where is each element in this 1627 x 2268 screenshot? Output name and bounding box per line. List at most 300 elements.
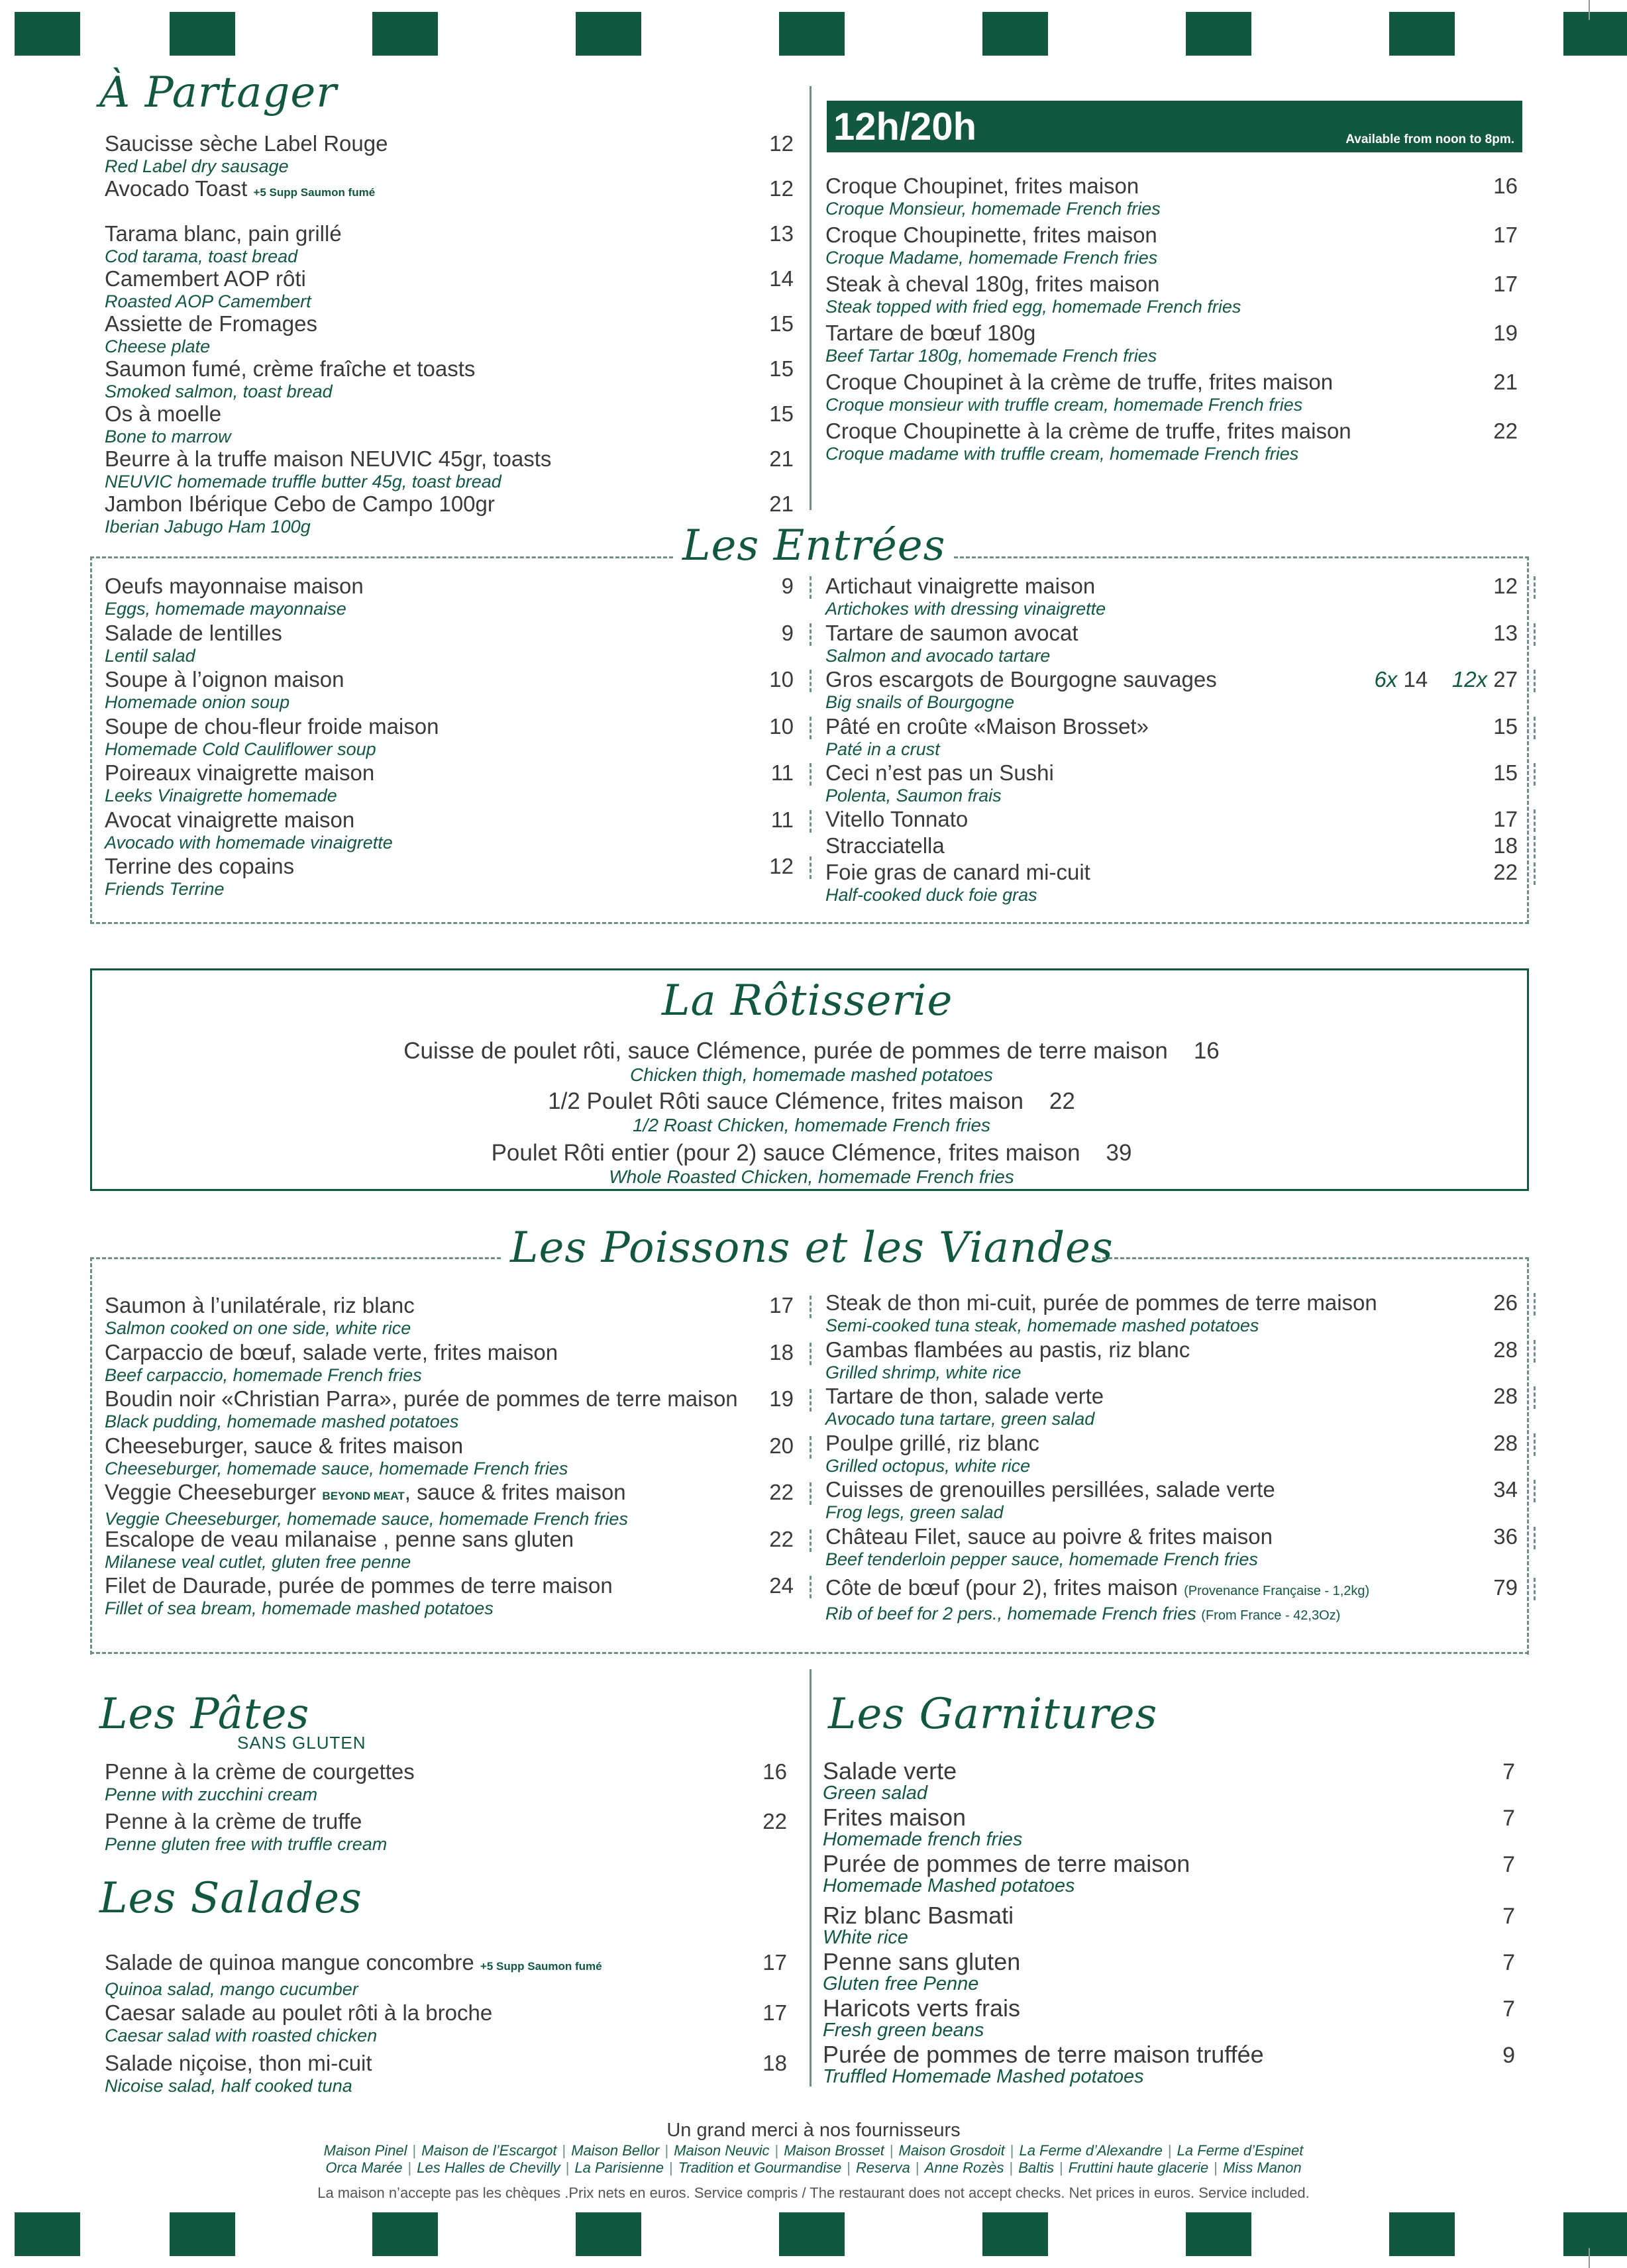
separator: |: [565, 2159, 570, 2176]
menu-item: [823, 1806, 1515, 1849]
dish-name: [105, 1293, 794, 1318]
dish-translation-text: Smoked salmon, toast bread: [105, 382, 333, 401]
divider-tick: [810, 763, 814, 786]
dish-translation: [105, 786, 794, 805]
menu-item: [825, 1431, 1518, 1476]
dish-name-text: Artichaut vinaigrette maison: [825, 574, 1096, 598]
dish-price: 21: [1493, 370, 1518, 394]
dish-price: 22: [1493, 419, 1518, 443]
dish-translation-text: Friends Terrine: [105, 879, 225, 899]
supplier-name: Fruttini haute glacerie: [1068, 2159, 1209, 2176]
border-square: [1186, 2212, 1251, 2256]
dish-name-text: Poulet Rôti entier (pour 2) sauce Clémence, frites maison: [491, 1140, 1080, 1166]
section-title-garnitures: Les Garnitures: [828, 1690, 1158, 1739]
border-right: [1527, 556, 1529, 924]
dish-name: Haricots verts frais: [823, 1994, 1021, 2022]
dish-name: [825, 1477, 1518, 1502]
dish-name: [105, 714, 794, 739]
separator: |: [407, 2159, 412, 2176]
dish-name-text: Salade de quinoa mangue concombre: [105, 1950, 474, 1975]
supplier-name: Maison Grosdoit: [898, 2142, 1005, 2159]
dish-translation-text: Paté in a crust: [825, 739, 940, 759]
supplier-name: Reserva: [856, 2159, 910, 2176]
dish-price: 16: [1193, 1038, 1220, 1064]
dish-price: 15: [1493, 760, 1518, 785]
dish-translation-text: Beef tenderloin pepper sauce, homemade French fries: [825, 1549, 1258, 1569]
dish-name: Purée de pommes de terre maison: [823, 1850, 1190, 1877]
supplier-name: Orca Marée: [325, 2159, 403, 2176]
dish-price: 17: [769, 1293, 794, 1317]
dish-translation: [825, 739, 1518, 759]
section-title-partager: À Partager: [99, 68, 337, 117]
dish-name-text: Steak à cheval 180g, frites maison: [825, 272, 1160, 296]
dish-price: 16: [762, 1759, 787, 1784]
dish-translation-text: Grilled octopus, white rice: [825, 1455, 1031, 1476]
menu-item: [105, 266, 794, 311]
dish-name-text: Stracciatella: [825, 833, 945, 858]
dish-price: 9: [781, 574, 794, 598]
supplier-name: Tradition et Gourmandise: [678, 2159, 842, 2176]
dish-name: [92, 1088, 1531, 1115]
dish-translation-text: Salmon cooked on one side, white rice: [105, 1318, 411, 1338]
menu-item: [105, 1433, 794, 1478]
border-square: [1186, 12, 1251, 56]
dish-translation: [825, 599, 1518, 619]
dish-name: [105, 266, 794, 291]
dish-translation: White rice: [823, 1927, 908, 1948]
dish-translation: [105, 739, 794, 759]
dish-translation-text: Steak topped with fried egg, homemade French fries: [825, 297, 1241, 317]
divider-tick: [810, 670, 814, 692]
hours-note: Available from noon to 8pm.: [1345, 132, 1514, 146]
divider-line: [90, 922, 1529, 924]
menu-item: [105, 667, 794, 712]
divider-tick: [810, 1343, 814, 1365]
dish-translation-text: Croque Monsieur, homemade French fries: [825, 199, 1161, 219]
menu-item: [105, 1480, 794, 1529]
crop-mark: [1589, 2248, 1590, 2268]
portion-label: 6x: [1374, 667, 1398, 692]
menu-item: [105, 621, 794, 666]
dish-translation: Homemade french fries: [823, 1829, 1023, 1850]
divider-tick: [1534, 1433, 1538, 1456]
dish-translation-text: Artichokes with dressing vinaigrette: [825, 599, 1106, 619]
dish-price: 7: [1502, 1759, 1515, 1784]
dish-name-text: Croque Choupinet à la crème de truffe, frites maison: [825, 370, 1334, 394]
menu-item: [823, 1904, 1515, 1947]
dish-name: [105, 1340, 794, 1365]
separator: |: [774, 2142, 779, 2159]
dish-name-text: Tartare de saumon avocat: [825, 620, 1078, 645]
dish-price: 28: [1493, 1337, 1518, 1362]
divider-tick: [810, 576, 814, 599]
divider-tick: [810, 717, 814, 739]
dish-name-text: Croque Choupinette, frites maison: [825, 223, 1157, 247]
dish-name: Purée de pommes de terre maison truffée: [823, 2041, 1264, 2068]
divider-tick: [1534, 717, 1538, 739]
dish-name: [105, 621, 794, 646]
dish-translation-text: Croque Madame, homemade French fries: [825, 248, 1158, 268]
dish-price: 14: [769, 266, 794, 291]
menu-item: [105, 2051, 787, 2096]
dish-name-text: Camembert AOP rôti: [105, 266, 306, 291]
dish-name: [825, 1431, 1518, 1456]
divider-tick: [810, 1529, 814, 1552]
border-square: [372, 12, 438, 56]
dish-translation-text: Croque monsieur with truffle cream, homemade French fries: [825, 395, 1303, 415]
menu-item: [825, 321, 1518, 366]
menu-item: [105, 2000, 787, 2045]
menu-item: [105, 1527, 794, 1572]
dish-name: [825, 1290, 1518, 1315]
menu-item: [105, 1809, 787, 1854]
dish-name: [825, 1575, 1518, 1604]
dish-price: 17: [1493, 223, 1518, 247]
menu-item: [105, 1573, 794, 1618]
section-title-pates: Les Pâtes: [99, 1690, 310, 1739]
rotisserie-box: [90, 968, 1529, 1191]
divider-tick: [810, 623, 814, 646]
dish-translation: [825, 1604, 1518, 1625]
dish-translation-text: Iberian Jabugo Ham 100g: [105, 517, 311, 537]
divider-tick: [810, 1296, 814, 1318]
dish-translation-text: Semi-cooked tuna steak, homemade mashed potatoes: [825, 1315, 1259, 1335]
divider-line: [90, 556, 673, 558]
divider-tick: [1534, 1480, 1538, 1502]
border-square: [1563, 2212, 1627, 2256]
dish-name-text: Gambas flambées au pastis, riz blanc: [825, 1337, 1190, 1362]
dish-name: [105, 574, 794, 599]
divider-tick: [1534, 1340, 1538, 1363]
dish-translation: [825, 1409, 1518, 1429]
menu-item: [105, 1386, 794, 1431]
dish-price: 15: [769, 356, 794, 381]
dish-price: 12: [769, 854, 794, 878]
dish-price: 79: [1493, 1575, 1518, 1600]
dish-name-text: Saucisse sèche Label Rouge: [105, 131, 388, 156]
dish-name: [825, 1337, 1518, 1363]
dish-extra: (Provenance Française - 1,2kg): [1184, 1584, 1370, 1598]
dish-name-text: Terrine des copains: [105, 854, 295, 878]
menu-item: [105, 760, 794, 805]
dish-translation: [105, 2026, 787, 2045]
separator: |: [668, 2159, 673, 2176]
menu-item: [105, 176, 794, 205]
dish-name-text: Filet de Daurade, purée de pommes de terre maison: [105, 1573, 613, 1598]
dish-name: [105, 356, 794, 382]
menu-item: [105, 574, 794, 619]
dish-translation: [825, 1456, 1518, 1476]
divider-tick: [1534, 1386, 1538, 1409]
dish-name-text: Tartare de thon, salade verte: [825, 1384, 1104, 1408]
dish-translation: [825, 786, 1518, 805]
dish-name: [105, 311, 794, 336]
dish-name-text: Foie gras de canard mi-cuit: [825, 860, 1090, 884]
separator: |: [562, 2142, 566, 2159]
menu-item: [105, 1293, 794, 1338]
dish-price: 7: [1502, 1806, 1515, 1831]
dish-translation: [105, 382, 794, 401]
dish-translation: [105, 879, 794, 899]
dish-translation-text: Beef Tartar 180g, homemade French fries: [825, 346, 1157, 366]
dish-price: 22: [769, 1526, 794, 1551]
dish-name-text: Os à moelle: [105, 401, 222, 426]
dish-translation-text: Big snails of Bourgogne: [825, 692, 1015, 712]
dish-translation: [105, 291, 794, 311]
dish-price: 22: [762, 1809, 787, 1833]
separator: |: [1010, 2142, 1014, 2159]
dish-translation-text: Caesar salad with roasted chicken: [105, 2026, 378, 2045]
supplier-name: Anne Rozès: [924, 2159, 1004, 2176]
dish-translation-text: Beef carpaccio, homemade French fries: [105, 1365, 422, 1385]
dish-name: [105, 491, 794, 517]
hours-banner: [827, 101, 1522, 152]
dish-name-text: Veggie Cheeseburger: [105, 1480, 317, 1504]
supplier-name: Les Halles de Chevilly: [417, 2159, 560, 2176]
menu-item: [825, 667, 1518, 712]
dish-translation-text: Rib of beef for 2 pers., homemade French fries: [825, 1604, 1196, 1624]
dish-name: [105, 446, 794, 472]
rotisserie-item: [92, 1038, 1531, 1086]
border-right: [1527, 1257, 1529, 1655]
dish-name: [825, 272, 1518, 297]
suppliers-title: Un grand merci à nos fournisseurs: [666, 2120, 961, 2141]
dish-name: [105, 1527, 794, 1552]
dish-name-text: Avocado Toast: [105, 176, 248, 201]
menu-item: [825, 1575, 1518, 1625]
dish-price: 22: [1049, 1088, 1075, 1114]
dish-translation: Homemade Mashed potatoes: [823, 1875, 1075, 1896]
dish-price: 7: [1502, 1950, 1515, 1975]
dish-name: [825, 807, 1518, 832]
dish-translation-text: Avocado tuna tartare, green salad: [825, 1409, 1095, 1429]
dish-price: 9: [1502, 2043, 1515, 2068]
dish-price: 7: [1502, 1904, 1515, 1929]
dish-translation: [825, 248, 1518, 268]
divider-tick: [1534, 623, 1538, 646]
dish-translation: Fresh green beans: [823, 2020, 984, 2041]
dish-translation: [825, 1502, 1518, 1522]
menu-item: [105, 1950, 787, 1999]
menu-item: [105, 807, 794, 852]
dish-name: [825, 833, 1518, 858]
dish-name: [105, 760, 794, 786]
section-title-entrees: Les Entrées: [682, 521, 946, 570]
menu-item: [825, 574, 1518, 619]
menu-item: [823, 1996, 1515, 2040]
dish-name: Frites maison: [823, 1804, 967, 1831]
dish-name-text: 1/2 Poulet Rôti sauce Clémence, frites maison: [548, 1088, 1023, 1114]
border-square: [576, 12, 641, 56]
dish-name: [105, 1809, 787, 1834]
dish-price: 9: [781, 620, 794, 645]
rotisserie-item: [92, 1088, 1531, 1136]
dish-translation: [105, 2076, 787, 2096]
menu-item: [105, 1340, 794, 1385]
menu-item: [105, 854, 794, 899]
dish-translation: Truffled Homemade Mashed potatoes: [823, 2066, 1144, 2087]
dish-translation-text: Roasted AOP Camembert: [105, 291, 311, 311]
dish-name: [825, 370, 1518, 395]
menu-item: [825, 1477, 1518, 1522]
dish-translation: [105, 1598, 794, 1618]
dish-name: [105, 2000, 787, 2026]
menu-item: [105, 1759, 787, 1804]
dish-name: [105, 1433, 794, 1459]
dish-name-text: Penne à la crème de courgettes: [105, 1759, 415, 1784]
dish-price: 20: [769, 1433, 794, 1458]
dish-price: 17: [762, 1950, 787, 1975]
border-square: [15, 12, 80, 56]
dish-translation-text: Half-cooked duck foie gras: [825, 885, 1037, 905]
dish-price: 21: [769, 491, 794, 516]
dish-name-text: Saumon à l’unilatérale, riz blanc: [105, 1293, 415, 1317]
menu-item: [825, 370, 1518, 415]
separator: |: [664, 2142, 669, 2159]
dish-translation: [105, 833, 794, 852]
divider-tick: [1534, 670, 1538, 692]
separator: |: [1167, 2142, 1172, 2159]
dish-price: 14: [1403, 667, 1428, 692]
dish-price: 10: [769, 667, 794, 692]
dish-translation: [105, 1509, 794, 1529]
separator: |: [889, 2142, 894, 2159]
dish-price: 22: [1493, 860, 1518, 884]
dish-translation: Green salad: [823, 1782, 927, 1804]
dish-price: 19: [769, 1386, 794, 1411]
divider-line: [954, 556, 1529, 558]
dish-translation: [105, 1365, 794, 1385]
border-square: [170, 12, 235, 56]
dish-name: [105, 131, 794, 156]
divider-tick: [1534, 1293, 1538, 1315]
menu-item: [825, 833, 1518, 858]
dish-price: 22: [769, 1480, 794, 1504]
dish-name: [825, 860, 1518, 885]
dish-translation-text: Cod tarama, toast bread: [105, 246, 298, 266]
menu-item: [105, 714, 794, 759]
dish-translation: [105, 599, 794, 619]
border-square: [982, 12, 1048, 56]
dish-name-text: Cheeseburger, sauce & frites maison: [105, 1433, 464, 1458]
menu-item: [823, 1950, 1515, 1994]
separator: |: [1214, 2159, 1218, 2176]
dish-price: 28: [1493, 1430, 1518, 1455]
dish-name: [825, 714, 1518, 739]
dish-translation-text: Polenta, Saumon frais: [825, 786, 1002, 805]
dish-translation: [105, 472, 794, 491]
dish-translation-text: Eggs, homemade mayonnaise: [105, 599, 346, 619]
dish-translation-text: NEUVIC homemade truffle butter 45g, toast bread: [105, 472, 501, 491]
dish-name-text: Ceci n’est pas un Sushi: [825, 760, 1054, 785]
dish-name: Salade verte: [823, 1757, 957, 1784]
dish-name: [105, 1386, 794, 1412]
dish-name: Penne sans gluten: [823, 1948, 1021, 1975]
dish-name: [105, 2051, 787, 2076]
divider-line: [90, 1257, 501, 1259]
border-square: [779, 2212, 845, 2256]
dish-price: 17: [1493, 807, 1518, 831]
dish-translation: Whole Roasted Chicken, homemade French fries: [609, 1166, 1014, 1187]
menu-item: [105, 131, 794, 176]
divider-tick: [810, 1482, 814, 1505]
dish-price: 12: [769, 176, 794, 201]
menu-item: [825, 1384, 1518, 1429]
dish-translation: [105, 692, 794, 712]
dish-name: [105, 807, 794, 833]
divider-line: [1096, 1257, 1529, 1259]
dish-price: 16: [1493, 174, 1518, 198]
dish-name-text: Tartare de bœuf 180g: [825, 321, 1036, 345]
dish-price: 18: [769, 1339, 794, 1365]
dish-name-text: Carpaccio de bœuf, salade verte, frites maison: [105, 1339, 558, 1365]
divider-tick: [810, 856, 814, 879]
dish-name-text: Croque Choupinet, frites maison: [825, 174, 1139, 198]
divider-tick: [1534, 836, 1538, 858]
dish-translation-text: Penne with zucchini cream: [105, 1784, 318, 1804]
dish-translation-text: Fillet of sea bream, homemade mashed potatoes: [105, 1598, 494, 1618]
dish-translation: [825, 199, 1518, 219]
supplier-name: Maison Neuvic: [674, 2142, 770, 2159]
dish-translation-text: Red Label dry sausage: [105, 156, 289, 176]
dish-translation-text: Nicoise salad, half cooked tuna: [105, 2076, 352, 2096]
column-divider: [810, 1669, 812, 2087]
divider-tick: [1534, 576, 1538, 599]
separator: |: [847, 2159, 851, 2176]
dish-price: 13: [1493, 620, 1518, 645]
divider-tick: [810, 810, 814, 833]
divider-tick: [1534, 1578, 1538, 1600]
separator: |: [1059, 2159, 1063, 2176]
dish-name-text: Château Filet, sauce au poivre & frites maison: [825, 1523, 1273, 1549]
menu-item: [825, 621, 1518, 666]
dish-translation-text: Croque madame with truffle cream, homemade French fries: [825, 444, 1299, 464]
supplier-name: Maison Bellor: [571, 2142, 660, 2159]
dish-translation-text: Bone to marrow: [105, 427, 231, 446]
dish-price: 12: [1493, 574, 1518, 598]
supplier-name: Maison Brosset: [784, 2142, 884, 2159]
dish-translation-text: Leeks Vinaigrette homemade: [105, 786, 337, 805]
dish-name-text: Poulpe grillé, riz blanc: [825, 1430, 1039, 1455]
dish-name-text: Soupe à l’oignon maison: [105, 667, 344, 692]
dish-name-text: Jambon Ibérique Cebo de Campo 100gr: [105, 491, 495, 516]
divider-tick: [1534, 1527, 1538, 1549]
dish-price: 26: [1493, 1290, 1518, 1315]
dish-extra: +5 Supp Saumon fumé: [253, 186, 376, 199]
divider-tick: [810, 1389, 814, 1412]
dish-translation-text: Milanese veal cutlet, gluten free penne: [105, 1551, 411, 1572]
dish-name-suffix: , sauce & frites maison: [404, 1480, 626, 1504]
dish-translation: [105, 336, 794, 356]
menu-item: [823, 1852, 1515, 1896]
dish-name-text: Vitello Tonnato: [825, 807, 969, 831]
section-title-salades: Les Salades: [99, 1874, 362, 1923]
dish-translation: [825, 1549, 1518, 1569]
suppliers-row-2: [0, 2159, 1627, 2177]
dish-price-options: [1374, 667, 1518, 692]
separator: |: [1009, 2159, 1014, 2176]
dish-translation-text: Lentil salad: [105, 645, 195, 666]
menu-item: [825, 272, 1518, 317]
supplier-name: Baltis: [1018, 2159, 1055, 2176]
border-square: [170, 2212, 235, 2256]
border-square: [1389, 2212, 1455, 2256]
dish-name-text: Tarama blanc, pain grillé: [105, 221, 342, 246]
supplier-name: La Ferme d’Alexandre: [1019, 2142, 1163, 2159]
dish-translation-text: Avocado with homemade vinaigrette: [105, 832, 393, 852]
dish-translation: [825, 444, 1518, 464]
supplier-name: Maison Pinel: [323, 2142, 407, 2159]
